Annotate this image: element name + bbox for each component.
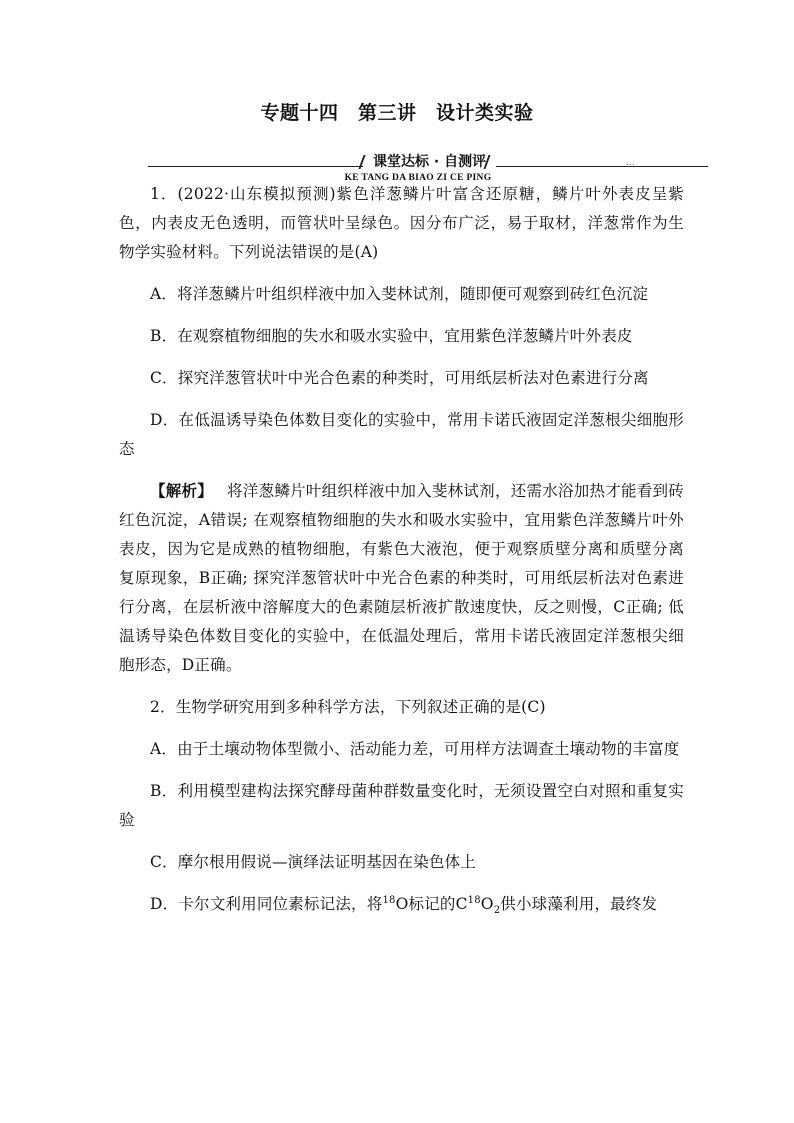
isotope-superscript: 18 bbox=[382, 894, 396, 906]
option-d-text-2: O标记的C bbox=[395, 895, 468, 913]
question-2-option-d bbox=[119, 890, 684, 919]
page-title: 专题十四 第三讲 设计类实验 bbox=[260, 102, 534, 124]
formula-subscript: 2 bbox=[493, 905, 501, 917]
question-content bbox=[119, 180, 684, 919]
question-1-stem: 1．(2022·山东模拟预测)紫色洋葱鳞片叶富含还原糖，鳞片叶外表皮呈紫色，内表皮无色透明，而管状叶呈绿色。因分布广泛，易于取材，洋葱常作为生物学实验材料。下列说法错误的是(A) bbox=[119, 185, 684, 261]
question-2-option-c: C．摩尔根用假说—演绎法证明基因在染色体上 bbox=[150, 853, 477, 871]
question-2-option-a: A．由于土壤动物体型微小、活动能力差，可用样方法调查土壤动物的丰富度 bbox=[150, 740, 680, 758]
banner-dots: ... bbox=[626, 158, 635, 168]
question-1-analysis bbox=[119, 477, 684, 680]
question-1-option-d: D．在低温诱导染色体数目变化的实验中，常用卡诺氏液固定洋葱根尖细胞形态 bbox=[119, 411, 684, 458]
analysis-text: 将洋葱鳞片叶组织样液中加入斐林试剂，还需水浴加热才能看到砖红色沉淀，A错误; 在观察植物细胞的失水和吸水实验中，宜用紫色洋葱鳞片叶外表皮，因为它是成熟的植物细胞，有紫色大液泡，便于观察质壁分离和质壁分离复原现象，B正确; 探究洋葱管状叶中光合色素的种类时，可用纸层析法对色素进行分离，在层析液中溶解度大的色素随层析液扩散速度快，反之则慢，C正确; 低温诱导染色体数目变化的实验中，在低温处理后，常用卡诺氏液固定洋葱根尖细胞形态，D正确。 bbox=[119, 482, 684, 674]
question-1-option-a: A．将洋葱鳞片叶组织样液中加入斐林试剂，随即便可观察到砖红色沉淀 bbox=[150, 285, 649, 303]
question-2-stem: 2．生物学研究用到多种科学方法，下列叙述正确的是(C) bbox=[150, 698, 546, 716]
question-1-option-b: B．在观察植物细胞的失水和吸水实验中，宜用紫色洋葱鳞片叶外表皮 bbox=[150, 327, 633, 345]
option-d-text-3: O bbox=[480, 895, 494, 913]
isotope-superscript-2: 18 bbox=[467, 894, 481, 906]
banner-label: 课堂达标 · 自测评 bbox=[363, 152, 496, 172]
banner-pinyin: KE TANG DA BIAO ZI CE PING bbox=[344, 173, 492, 183]
option-d-text-4: 供小球藻利用，最终发 bbox=[500, 895, 658, 913]
question-2-option-b: B．利用模型建构法探究酵母菌种群数量变化时，无须设置空白对照和重复实验 bbox=[119, 782, 684, 829]
option-d-text-1: D．卡尔文利用同位素标记法，将 bbox=[150, 895, 383, 913]
question-1-option-c: C．探究洋葱管状叶中光合色素的种类时，可用纸层析法对色素进行分离 bbox=[150, 369, 649, 387]
analysis-tag: 【解析】 bbox=[150, 482, 214, 500]
